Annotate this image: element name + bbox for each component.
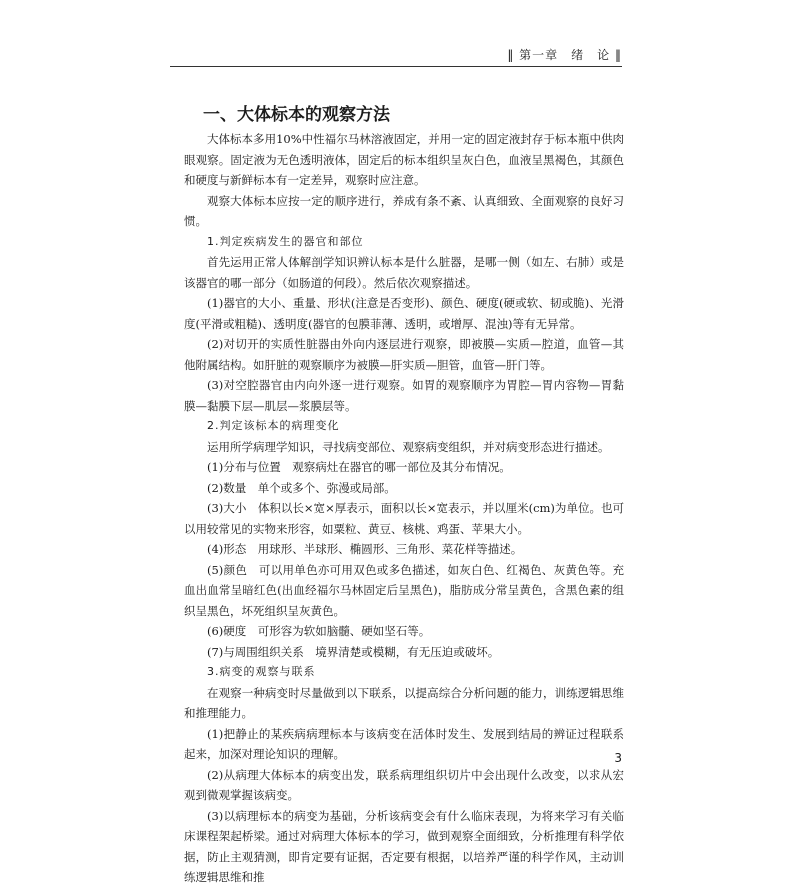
- subheading: 1.判定疾病发生的器官和部位: [207, 234, 364, 248]
- section-title: 一、大体标本的观察方法: [203, 105, 390, 125]
- running-header: ‖ 第一章 绪 论 ‖: [507, 48, 622, 62]
- paragraph: 运用所学病理学知识，寻找病变部位、观察病变组织，并对病变形态进行描述。: [207, 439, 610, 454]
- paragraph: (2)对切开的实质性脏器由外向内逐层进行观察，即被膜—实质—腔道，血管—其他附属结构。如肝脏的观察顺序为被膜—肝实质—胆管，血管—肝门等。: [184, 337, 624, 372]
- paragraph: (1)器官的大小、重量、形状(注意是否变形)、颜色、硬度(硬或软、韧或脆)、光滑度(平滑或粗糙)、透明度(器官的包膜菲薄、透明，或增厚、混浊)等有无异常。: [184, 296, 624, 331]
- page-number: 3: [614, 751, 622, 765]
- paragraph: (3)对空腔器官由内向外逐一进行观察。如胃的观察顺序为胃腔—胃内容物—胃黏膜—黏膜下层—肌层—浆膜层等。: [184, 378, 624, 413]
- paragraph: (1)把静止的某疾病病理标本与该病变在活体时发生、发展到结局的辨证过程联系起来，加深对理论知识的理解。: [184, 726, 624, 761]
- paragraph: (6)硬度 可形容为软如脑髓、硬如坚石等。: [207, 624, 431, 638]
- paragraph: 观察大体标本应按一定的顺序进行，养成有条不紊、认真细致、全面观察的良好习惯。: [184, 193, 624, 228]
- paragraph: 首先运用正常人体解剖学知识辨认标本是什么脏器，是哪一侧（如左、右肺）或是该器官的哪一部分（如肠道的何段）。然后依次观察描述。: [184, 255, 624, 290]
- subheading: 2.判定该标本的病理变化: [207, 419, 340, 432]
- paragraph: (1)分布与位置 观察病灶在器官的哪一部位及其分布情况。: [207, 460, 511, 474]
- paragraph: (3)大小 体积以长×宽×厚表示，面积以长×宽表示，并以厘米(cm)为单位。也可以用较常见的实物来形容，如粟粒、黄豆、核桃、鸡蛋、苹果大小。: [184, 501, 624, 536]
- paragraph: (4)形态 用球形、半球形、椭圆形、三角形、菜花样等描述。: [207, 542, 523, 556]
- paragraph: 大体标本多用10%中性福尔马林溶液固定，并用一定的固定液封存于标本瓶中供肉眼观察。固定液为无色透明液体，固定后的标本组织呈灰白色，血液呈黑褐色，其颜色和硬度与新鲜标本有一定差异，观察时应注意。: [184, 132, 624, 187]
- paragraph: (2)从病理大体标本的病变出发，联系病理组织切片中会出现什么改变，以求从宏观到微观掌握该病变。: [184, 767, 624, 802]
- paragraph: (2)数量 单个或多个、弥漫或局部。: [207, 480, 396, 495]
- paragraph: (7)与周围组织关系 境界清楚或模糊，有无压迫或破坏。: [207, 644, 500, 659]
- subheading: 3.病变的观察与联系: [207, 665, 316, 678]
- paragraph: 在观察一种病变时尽量做到以下联系，以提高综合分析问题的能力，训练逻辑思维和推理能力。: [184, 685, 624, 720]
- paragraph: (5)颜色 可以用单色亦可用双色或多色描述，如灰白色、红褐色、灰黄色等。充血出血常呈暗红色(出血经福尔马林固定后呈黑色)，脂肪成分常呈黄色，含黑色素的组织呈黑色，坏死组织呈灰黄色。: [184, 562, 624, 618]
- header-rule: [170, 66, 622, 67]
- paragraph: (3)以病理标本的病变为基础，分析该病变会有什么临床表现，为将来学习有关临床课程架起桥梁。通过对病理大体标本的学习，做到观察全面细致，分析推理有科学依据，防止主观猜测，即肯定要有证据，否定要有根据，以培养严谨的科学作风，主动训练逻辑思维和推: [184, 808, 624, 884]
- body-text: [184, 129, 624, 888]
